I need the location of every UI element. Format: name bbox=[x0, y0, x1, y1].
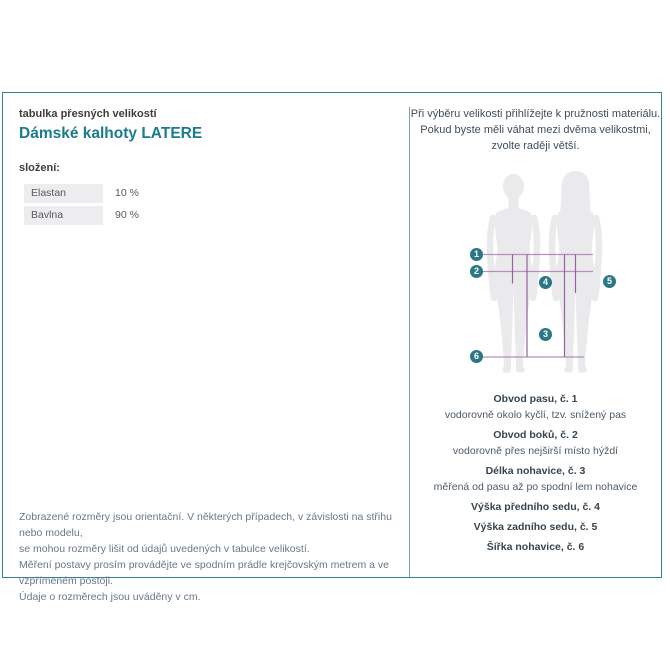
measurement-item bbox=[410, 463, 661, 495]
composition-table bbox=[24, 184, 139, 228]
female-silhouette-front bbox=[490, 174, 537, 373]
sizing-advice-line: zvolte raději větší. bbox=[491, 140, 580, 152]
composition-row bbox=[24, 184, 139, 203]
sizing-advice bbox=[410, 106, 661, 154]
material-name: Elastan bbox=[24, 184, 103, 203]
size-guide-panel bbox=[2, 92, 662, 603]
right-column bbox=[410, 93, 661, 577]
table-subtitle: tabulka přesných velikostí bbox=[19, 108, 157, 120]
measurement-list bbox=[410, 391, 661, 559]
measurement-item bbox=[410, 499, 661, 515]
measurement-description: vodorovně okolo kyčlí, tzv. snížený pas bbox=[444, 409, 627, 421]
measurement-name: Délka nohavice, č. 3 bbox=[485, 465, 586, 477]
material-percentage: 10 % bbox=[115, 187, 139, 199]
composition-label: složení: bbox=[19, 162, 60, 174]
composition-row bbox=[24, 206, 139, 225]
product-title: Dámské kalhoty LATERE bbox=[19, 125, 203, 142]
measurement-name: Výška zadního sedu, č. 5 bbox=[473, 521, 598, 533]
measurement-diagram bbox=[458, 163, 648, 385]
body-silhouettes-figure bbox=[458, 163, 648, 385]
sizing-advice-line: Při výběru velikosti přihlížejte k pružnosti materiálu. bbox=[410, 108, 661, 120]
disclaimer-line: Zobrazené rozměry jsou orientační. V některých případech, v závislosti na střihu nebo modelu, bbox=[19, 511, 392, 539]
sizing-advice-line: Pokud byste měli váhat mezi dvěma velikostmi, bbox=[420, 124, 651, 136]
measurement-item bbox=[410, 391, 661, 423]
disclaimer-text bbox=[19, 509, 401, 605]
measurement-description: vodorovně přes nejširší místo hýždí bbox=[452, 445, 619, 457]
left-column bbox=[3, 93, 409, 603]
measurement-name: Šířka nohavice, č. 6 bbox=[486, 541, 585, 553]
marker-hem-width: 6 bbox=[470, 350, 483, 363]
marker-back-rise: 5 bbox=[603, 275, 616, 288]
material-name: Bavlna bbox=[24, 206, 103, 225]
measurement-name: Obvod pasu, č. 1 bbox=[493, 393, 578, 405]
measurement-name: Obvod boků, č. 2 bbox=[493, 429, 578, 441]
disclaimer-line: Měření postavy prosím provádějte ve spodním prádle krejčovským metrem a ve vzpřímeném postoji. bbox=[19, 559, 389, 587]
measurement-item bbox=[410, 539, 661, 555]
disclaimer-line: Údaje o rozměrech jsou uváděny v cm. bbox=[19, 591, 201, 603]
measurement-name: Výška předního sedu, č. 4 bbox=[471, 501, 600, 513]
material-percentage: 90 % bbox=[115, 209, 139, 221]
measurement-description: měřená od pasu až po spodní lem nohavice bbox=[433, 481, 638, 493]
measurement-item bbox=[410, 519, 661, 535]
measurement-item bbox=[410, 427, 661, 459]
disclaimer-line: se mohou rozměry lišit od údajů uvedených v tabulce velikostí. bbox=[19, 543, 310, 555]
marker-front-rise: 4 bbox=[539, 276, 552, 289]
marker-leg-length: 3 bbox=[539, 328, 552, 341]
marker-hips: 2 bbox=[470, 265, 483, 278]
marker-waist: 1 bbox=[470, 248, 483, 261]
